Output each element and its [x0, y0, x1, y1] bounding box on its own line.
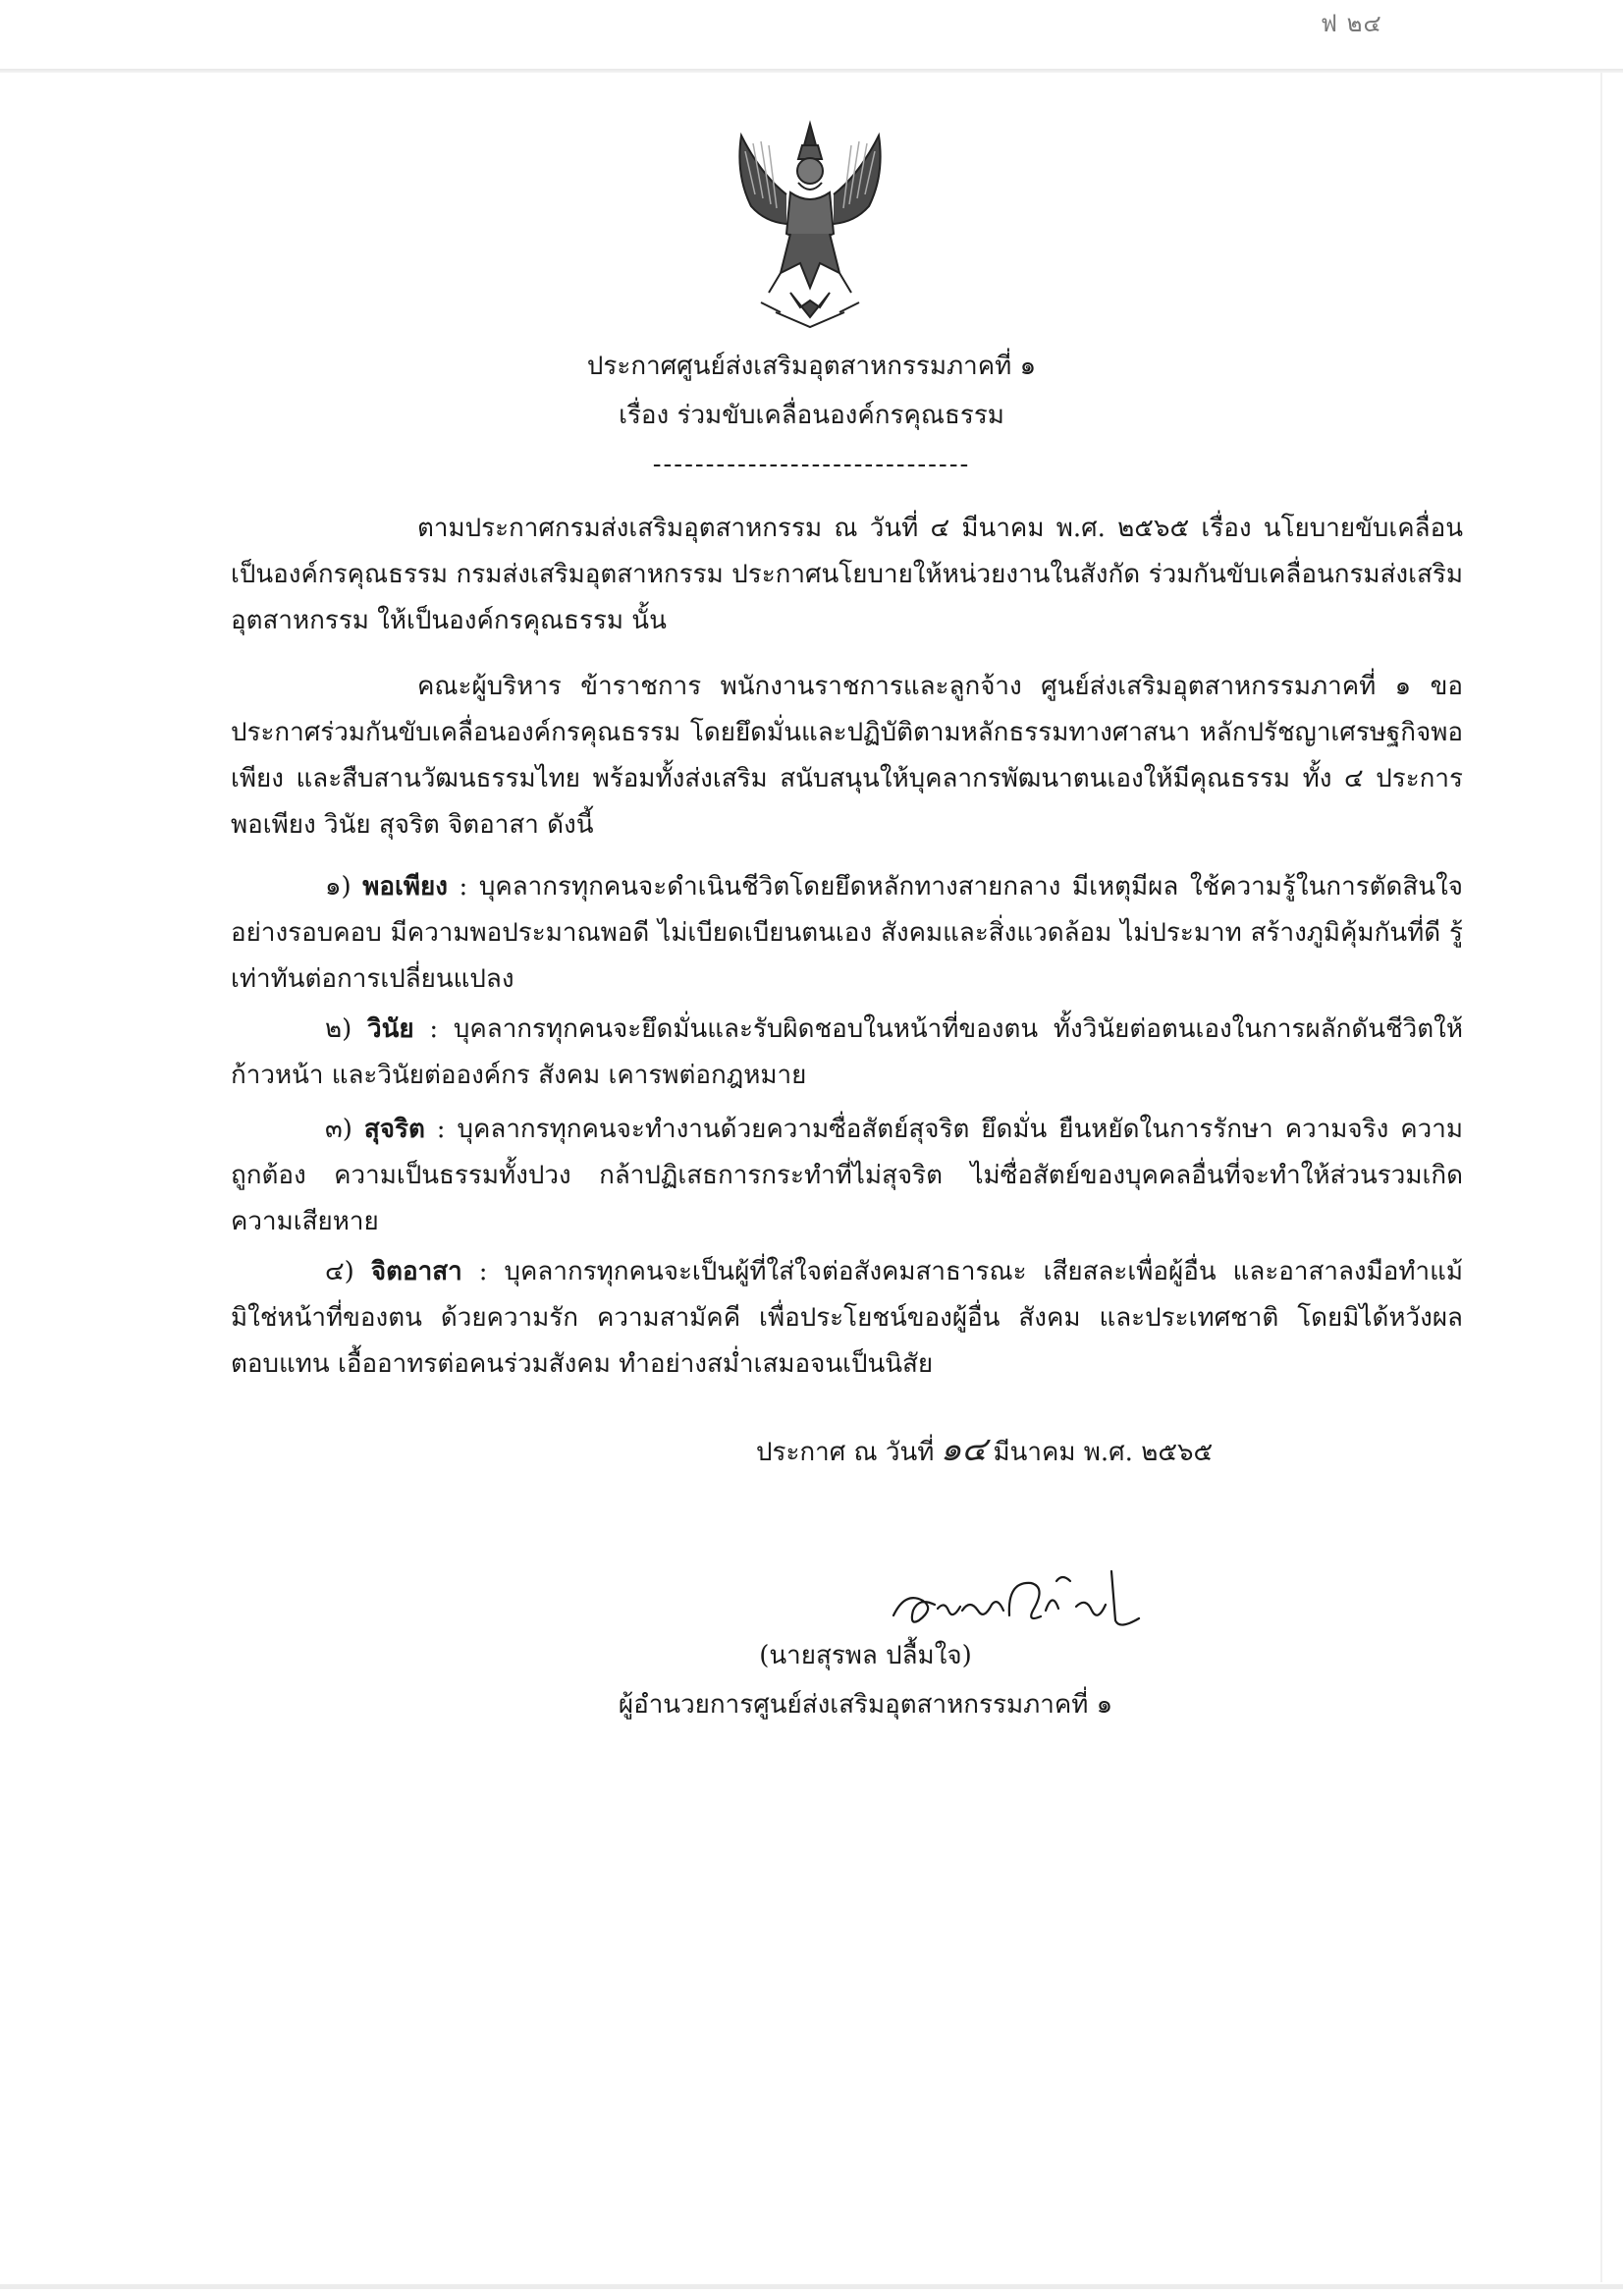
- corner-handwritten-note: ฟ ๒๔: [1321, 10, 1382, 37]
- item-number: ๒): [325, 1014, 352, 1044]
- item-term: พอเพียง: [362, 872, 448, 902]
- item-term: สุจริต: [363, 1115, 425, 1144]
- declaration-paragraph: คณะผู้บริหาร ข้าราชการ พนักงานราชการและลูกจ้าง ศูนย์ส่งเสริมอุตสาหกรรมภาคที่ ๑ ขอประกาศร่วมกันขับเคลื่อนองค์กรคุณธรรม โดยยึดมั่นและปฏิบัติตามหลักธรรมทางศาสนา หลักปรัชญาเศรษฐกิจพอเพียง และสืบสานวัฒนธรรมไทย พร้อมทั้งส่งเสริม สนับสนุนให้บุคลากรพัฒนาตนเองให้มีคุณธรรม ทั้ง ๔ ประการ พอเพียง วินัย สุจริต จิตอาสา ดังนี้: [231, 672, 1463, 840]
- announcement-title: ประกาศศูนย์ส่งเสริมอุตสาหกรรมภาคที่ ๑: [586, 352, 1037, 381]
- garuda-emblem-icon: [722, 116, 898, 332]
- scan-edge-bottom: [0, 2284, 1623, 2289]
- signature-image: [884, 1561, 1168, 1640]
- date-suffix: มีนาคม พ.ศ. ๒๕๖๕: [993, 1438, 1214, 1467]
- date-prefix: ประกาศ ณ วันที่: [756, 1438, 935, 1467]
- item-term: จิตอาสา: [370, 1257, 462, 1286]
- signer-name: (นายสุรพล ปลื้มใจ): [759, 1641, 972, 1670]
- virtue-item-discipline: [231, 1007, 1463, 1099]
- item-text: : บุคลากรทุกคนจะยึดมั่นและรับผิดชอบในหน้าที่ของตน ทั้งวินัยต่อตนเองในการผลักดันชีวิตให้ก้าวหน้า และวินัยต่อองค์กร สังคม เคารพต่อกฎหมาย: [231, 1014, 1463, 1090]
- item-number: ๔): [325, 1257, 354, 1286]
- virtue-item-volunteer: [231, 1249, 1463, 1388]
- virtue-item-sufficiency: [231, 864, 1463, 1003]
- item-term: วินัย: [367, 1014, 414, 1044]
- date-day-handwritten: ๑๔: [940, 1430, 988, 1469]
- signer-title: ผู้อำนวยการศูนย์ส่งเสริมอุตสาหกรรมภาคที่ ๑: [618, 1690, 1113, 1720]
- item-number: ๑): [325, 872, 352, 902]
- announcement-subject: เรื่อง ร่วมขับเคลื่อนองค์กรคุณธรรม: [619, 401, 1004, 430]
- announcement-date: [756, 1432, 1213, 1470]
- item-text: : บุคลากรทุกคนจะเป็นผู้ที่ใส่ใจต่อสังคมสาธารณะ เสียสละเพื่อผู้อื่น และอาสาลงมือทำแม้มิใช่หน้าที่ของตน ด้วยความรัก ความสามัคคี เพื่อประโยชน์ของผู้อื่น สังคม และประเทศชาติ โดยมิได้หวังผลตอบแทน เอื้ออาทรต่อคนร่วมสังคม ทำอย่างสม่ำเสมอจนเป็นนิสัย: [231, 1257, 1463, 1379]
- scan-edge-top: [0, 69, 1623, 73]
- virtue-item-honesty: [231, 1107, 1463, 1245]
- item-text: : บุคลากรทุกคนจะดำเนินชีวิตโดยยึดหลักทางสายกลาง มีเหตุมีผล ใช้ความรู้ในการตัดสินใจอย่างรอบคอบ มีความพอประมาณพอดี ไม่เบียดเบียนตนเอง สังคมและสิ่งแวดล้อม ไม่ประมาท สร้างภูมิคุ้มกันที่ดี รู้เท่าทันต่อการเปลี่ยนแปลง: [231, 872, 1463, 994]
- item-number: ๓): [325, 1115, 352, 1144]
- item-text: : บุคลากรทุกคนจะทำงานด้วยความซื่อสัตย์สุจริต ยึดมั่น ยืนหยัดในการรักษา ความจริง ความถูกต้อง ความเป็นธรรมทั้งปวง กล้าปฏิเสธการกระทำที่ไม่สุจริต ไม่ซื่อสัตย์ของบุคคลอื่นที่จะทำให้ส่วนรวมเกิดความเสียหาย: [231, 1115, 1464, 1236]
- title-separator: ------------------------------: [652, 450, 971, 479]
- intro-paragraph: ตามประกาศกรมส่งเสริมอุตสาหกรรม ณ วันที่ ๔ มีนาคม พ.ศ. ๒๕๖๕ เรื่อง นโยบายขับเคลื่อนเป็นองค์กรคุณธรรม กรมส่งเสริมอุตสาหกรรม ประกาศนโยบายให้หน่วยงานในสังกัด ร่วมกันขับเคลื่อนกรมส่งเสริมอุตสาหกรรม ให้เป็นองค์กรคุณธรรม นั้น: [231, 514, 1463, 635]
